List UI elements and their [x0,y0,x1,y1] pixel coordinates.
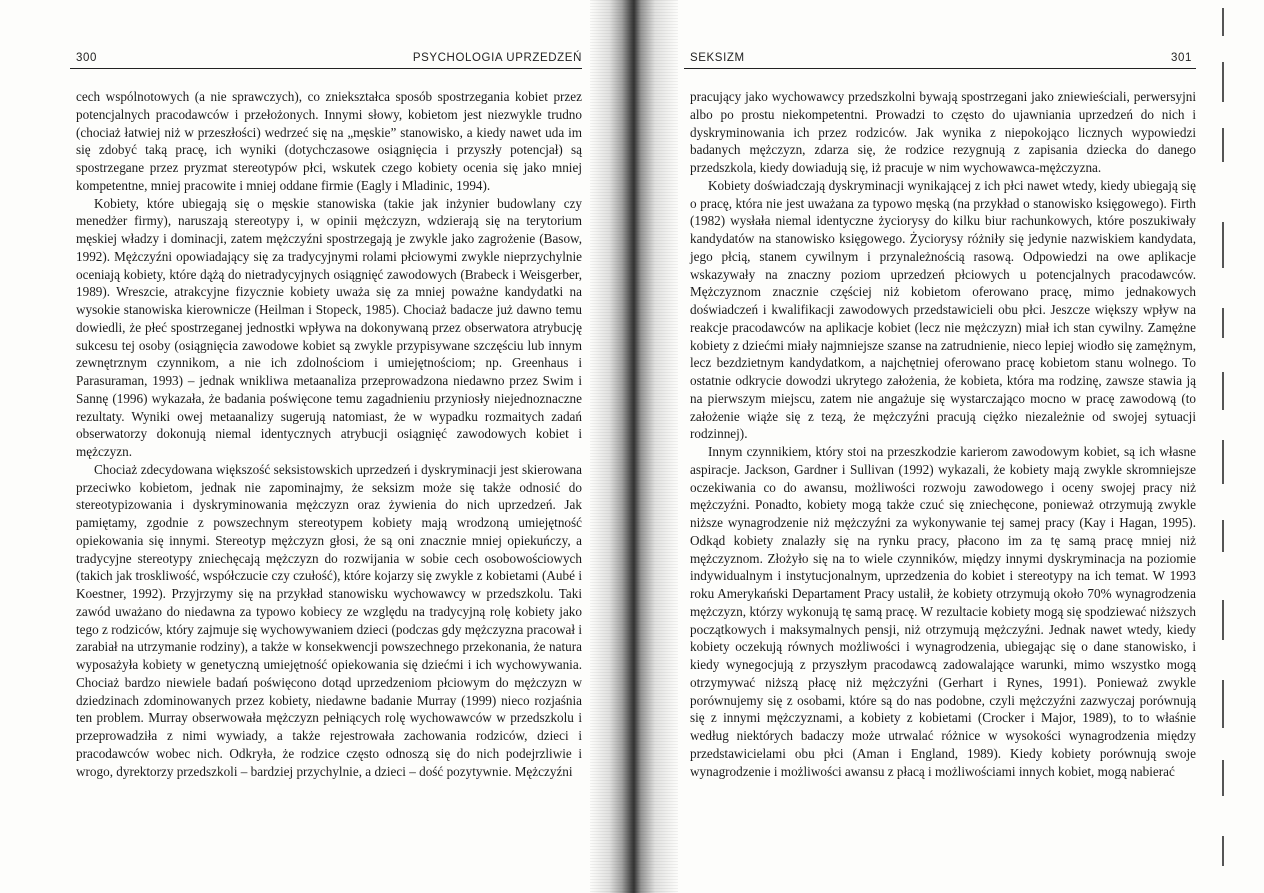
header-rule-left [70,68,582,69]
body-text-left [76,88,582,780]
page-number-right: 301 [1171,52,1192,64]
page-number-left: 300 [76,52,97,64]
paragraph: Chociaż zdecydowana większość seksistowskich uprzedzeń i dyskryminacji jest skierowana przeciwko kobietom, jednak nie zapominajmy, że seksizm może się także odnosić do stereotypizowania i dyskryminowania mężczyzn oraz żywienia do nich uprzedzeń. Jak pamiętamy, zgodnie z powszechnym stereotypem kobiety mają wrodzoną umiejętność opiekowania się innymi. Stereotyp mężczyzn głosi, że są oni znacznie mniej opiekuńczy, a tradycyjne stereotypy zniechęcają mężczyzn do rozwijania w sobie cech osobowościowych (takich jak troskliwość, współczucie czy czułość), które kojarzy się zwykle z kobietami (Aubé i Koestner, 1992). Przyjrzymy się na przykład stanowisku wychowawcy w przedszkolu. Taki zawód uważano do niedawna za typowo kobiecy ze względu na tradycyjną rolę kobiety jako tego z rodziców, który zajmuje się wychowywaniem dzieci (podczas gdy mężczyzna pracował i zarabiał na utrzymanie rodziny), a także w konsekwencji powszechnego przekonania, że natura wyposażyła kobiety w genetyczną umiejętność opiekowania się dziećmi i ich wychowywania. Chociaż bardzo niewiele badań poświęcono dotąd uprzedzeniom płciowym do mężczyzn w dziedzinach zdominowanych przez kobiety, niedawne badanie Murray (1999) nieco rozjaśnia ten problem. Murray obserwowała mężczyzn pełniących rolę wychowawców w przedszkolu i przeprowadziła z nimi wywiady, a także rejestrowała zachowania rodziców, dzieci i pracodawców wobec nich. Odkryła, że rodzice często odnoszą się do nich podejrzliwie i wrogo, dyrektorzy przedszkoli – bardziej przychylnie, a dzieci – dość pozytywnie. Mężczyźni [76,461,582,779]
header-rule-right [684,68,1196,69]
running-title-right: SEKSIZM [690,52,745,64]
paragraph: cech wspólnotowych (a nie sprawczych), co zniekształca sposób spostrzegania kobiet przez potencjalnych pracodawców i przełożonych. Innymi słowy, kobietom jest niezwykle trudno (chociaż łatwiej niż w przeszłości) wedrzeć się na „męskie” stanowisko, a kiedy nawet uda im się zdobyć taką pracę, ich wyniki (dotychczasowe osiągnięcia i przyszły potencjał) są spostrzegane przez pryzmat stereotypów płci, wskutek czego kobiety ocenia się jako mniej kompetentne, mniej pracowite i mniej oddane firmie (Eagly i Mladinic, 1994). [76,89,582,193]
body-text-right [690,88,1196,780]
paragraph: Kobiety doświadczają dyskryminacji wynikającej z ich płci nawet wtedy, kiedy ubiegają się o pracę, która nie jest uważana za typowo męską (na przykład o stanowisko księgowego). Firth (1982) wysłała niemal identyczne życiorysy do kilku biur rachunkowych, które poszukiwały kandydatów na stanowisko księgowego. Życiorysy różniły się jedynie nazwiskiem kandydata, jego płcią, stanem cywilnym i przynależnością rasową. Odpowiedzi na owe aplikacje wskazywały na znaczny poziom uprzedzeń płciowych u potencjalnych pracodawców. Mężczyznom znacznie częściej niż kobietom oferowano pracę, mimo jednakowych doświadczeń i kwalifikacji zawodowych przedstawicieli obu płci. Jeszcze większy wpływ na reakcje pracodawców na aplikacje kobiet (lecz nie mężczyzn) miał ich stan cywilny. Zamężne kobiety z dziećmi miały najmniejsze szanse na zatrudnienie, nieco lepiej wiodło się zamężnym, lecz bezdzietnym kandydatkom, a najchętniej oferowano pracę kobietom stanu wolnego. To ostatnie odkrycie dowodzi ukrytego założenia, że kobieta, która ma rodzinę, zawsze stawia ją na pierwszym miejscu, zatem nie angażuje się wystarczająco mocno w pracę zawodową (to założenie wiąże się z tezą, że mężczyźni pracują ciężko niezależnie od swojej sytuacji rodzinnej). [690,177,1196,442]
right-page [684,0,1196,893]
paragraph: Innym czynnikiem, który stoi na przeszkodzie karierom zawodowym kobiet, są ich własne aspiracje. Jackson, Gardner i Sullivan (1992) wykazali, że kobiety mają zwykle skromniejsze oczekiwania co do awansu, możliwości rozwoju zawodowego i oceny swojej pracy niż mężczyźni. Ponadto, kobiety mogą także czuć się zniechęcone, ponieważ otrzymują zwykle niższe wynagrodzenie niż mężczyźni za wykonywanie tej samej pracy (Kay i Hagan, 1995). Odkąd kobiety znalazły się na rynku pracy, płacono im za tę samą pracę mniej niż mężczyznom. Złożyło się na to wiele czynników, między innymi dyskryminacja na poziomie indywidualnym i instytucjonalnym, uprzedzenia do kobiet i stereotypy na ich temat. W 1993 roku Amerykański Departament Pracy ustalił, że kobiety otrzymują około 70% wynagrodzenia mężczyzn, którzy wykonują tę samą pracę. W rezultacie kobiety mogą się spodziewać niższych początkowych i maksymalnych pensji, niż otrzymują mężczyźni. Jednak nawet wtedy, kiedy kobiety oczekują równych możliwości i wynagrodzenia, ubiegając się o dane stanowisko, i kiedy wynegocjują z przyszłym pracodawcą zadowalające warunki, mimo wszystko mogą otrzymywać niższą płacę niż mężczyźni (Gerhart i Rynes, 1991). Ponieważ zwykle porównujemy się z osobami, które są do nas podobne, czyli mężczyźni zazwyczaj porównują się z innymi mężczyznami, a kobiety z kobietami (Crocker i Major, 1989), to to właśnie według niektórych badaczy może utrwalać różnice w wysokości wynagrodzenia między przedstawicielami obu płci (Aman i England, 1989). Kiedy kobiety porównują swoje wynagrodzenie i możliwości awansu z płacą i możliwościami innych kobiet, mogą nabierać [690,444,1196,779]
paragraph: pracujący jako wychowawcy przedszkolni bywają spostrzegani jako zniewieściali, perwersyjni albo po prostu niekompetentni. Prowadzi to często do ujawniania uprzedzeń do nich i dyskryminowania ich przez rodziców. Jak wynika z niepokojąco licznych wypowiedzi badanych mężczyzn, zdarza się, że rodzice rezygnują z zapisania dziecka do danego przedszkola, kiedy dowiadują się, iż pracuje w nim wychowawca-mężczyzna. [690,89,1196,175]
running-head-left [70,52,582,68]
paragraph: Kobiety, które ubiegają się o męskie stanowiska (takie jak inżynier budowlany czy menedżer firmy), naruszają stereotypy i, w opinii mężczyzn, wdzierają się na terytorium męskiej władzy i dominacji, zatem mężczyźni spostrzegają je zwykle jako zagrożenie (Basow, 1992). Mężczyźni opowiadający się za tradycyjnymi rolami płciowymi zwykle nieprzychylnie oceniają kobiety, które dążą do nietradycyjnych osiągnięć zawodowych (Brabeck i Weisgerber, 1989). Wreszcie, atrakcyjne fizycznie kobiety uważa się za mniej poważne kandydatki na wysokie stanowiska kierownicze (Heilman i Stopeck, 1985). Chociaż badacze już dawno temu dowiedli, że płeć spostrzeganej jednostki wpływa na dokonywaną przez obserwatora atrybucję sukcesu tej osoby (osiągnięcia zawodowe kobiet są zwykle przypisywane szczęściu lub innym zewnętrznym czynnikom, a nie ich zdolnościom i umiejętnościom; np. Greenhaus i Parasuraman, 1993) – jednak wnikliwa metaanaliza przeprowadzona niedawno przez Swim i Sannę (1996) wykazała, że badania poświęcone temu zagadnieniu przyniosły niejednoznaczne rezultaty. Wyniki owej metaanalizy sugerują natomiast, że w wypadku rozmaitych zadań obserwatorzy dokonują niemal identycznych atrybucji osiągnięć zawodowych kobiet i mężczyzn. [76,195,582,459]
book-spine-shadow [590,0,678,893]
running-title-left: PSYCHOLOGIA UPRZEDZEŃ [412,52,582,64]
page-edge-marks [1222,0,1234,893]
running-head-right [684,52,1196,68]
left-page [70,0,582,893]
